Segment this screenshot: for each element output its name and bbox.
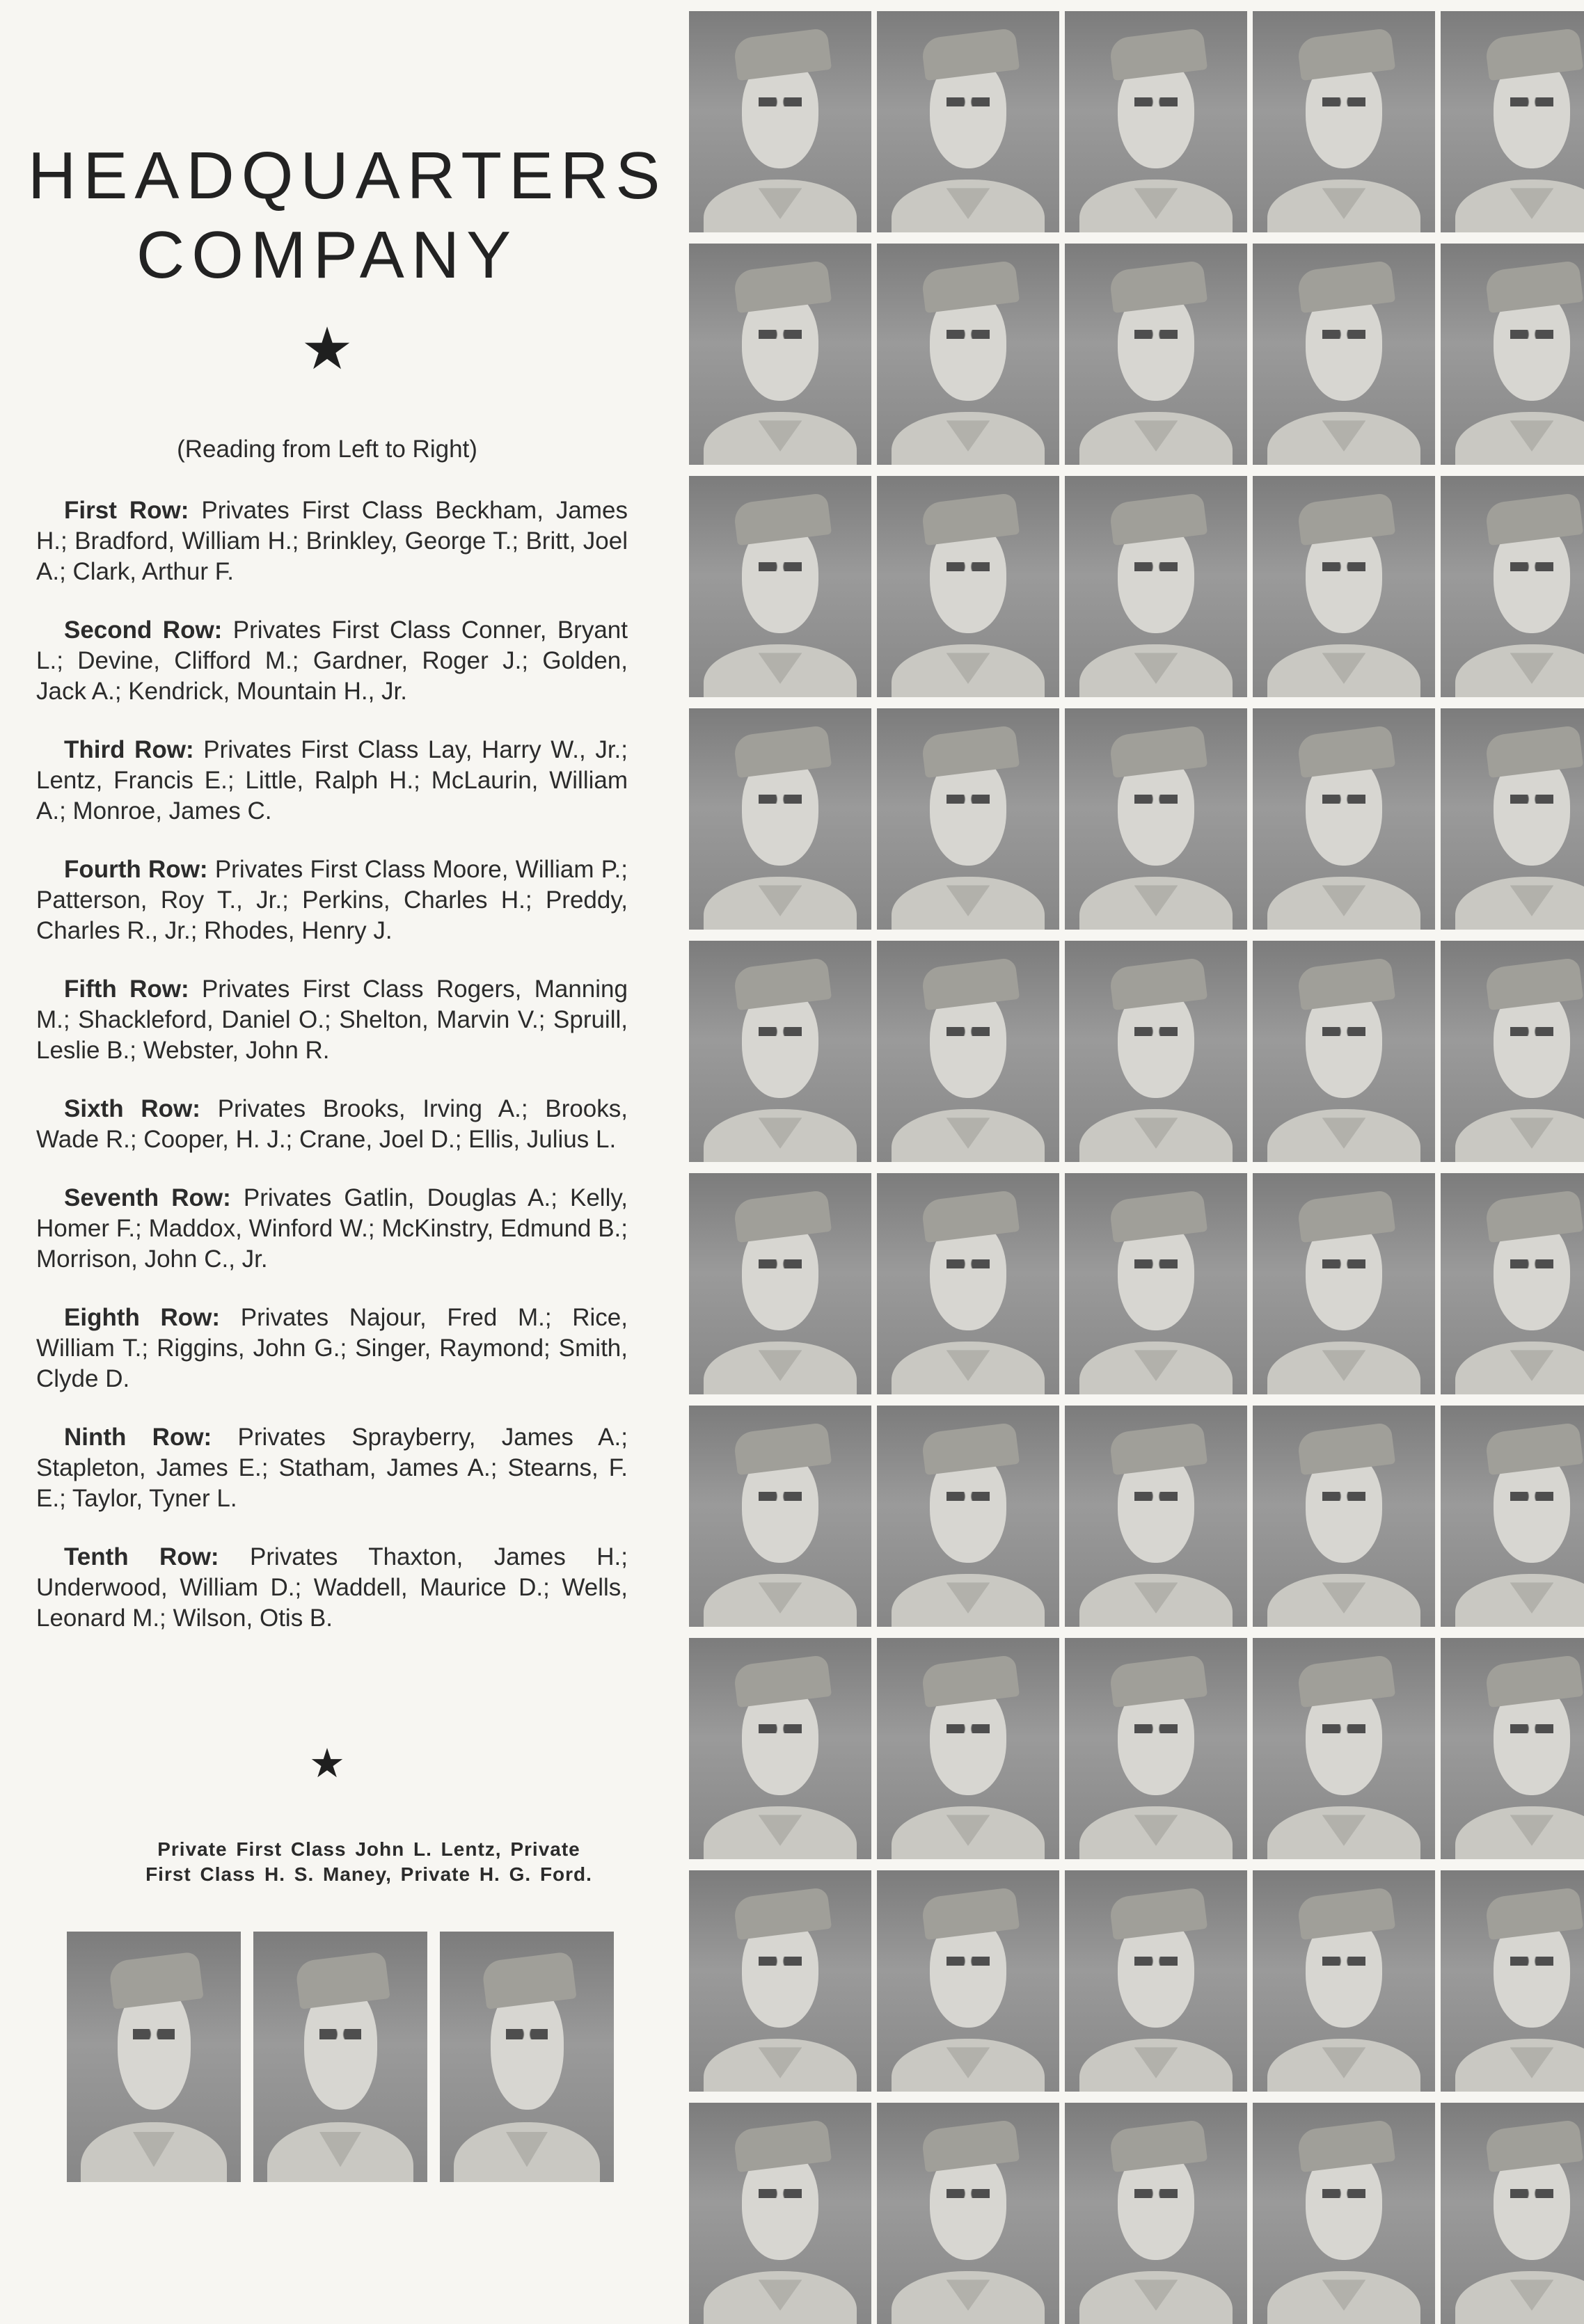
row-names: Privates Najour, Fred M.; Rice, William T.; Riggins, John G.; Singer, Raymond; Smith, Clyde D. [36, 1304, 628, 1392]
portrait-photo [689, 1638, 871, 1859]
portrait-photo [1065, 1870, 1247, 2092]
portrait-photo [689, 1173, 871, 1394]
reading-order-note: (Reading from Left to Right) [177, 436, 477, 463]
row-entry [36, 735, 628, 827]
portrait-photo [689, 1406, 871, 1627]
portrait-photo [1065, 11, 1247, 232]
row-names: Privates First Class Moore, William P.; Patterson, Roy T., Jr.; Perkins, Charles H.; Preddy, Charles R., Jr.; Rhodes, Henry J. [36, 856, 628, 944]
row-entry [36, 1094, 628, 1155]
portrait-photo [1065, 941, 1247, 1162]
portrait-photo [1065, 244, 1247, 465]
row-listing [36, 495, 628, 1662]
portrait-photo [1065, 476, 1247, 697]
portrait-photo [689, 11, 871, 232]
portrait-photo [1253, 708, 1435, 930]
row-names: Privates Gatlin, Douglas A.; Kelly, Homer F.; Maddox, Winford W.; McKinstry, Edmund B.; Morrison, John C., Jr. [36, 1184, 628, 1273]
star-icon: ★ [301, 315, 354, 383]
portrait-photo [1253, 476, 1435, 697]
portrait-photo [689, 941, 871, 1162]
portrait-photo [1253, 1638, 1435, 1859]
company-portrait-grid [689, 11, 1584, 2324]
portrait-photo [1253, 11, 1435, 232]
row-names: Privates Sprayberry, James A.; Stapleton, James E.; Statham, James A.; Stearns, F. E.; Taylor, Tyner L. [36, 1424, 628, 1512]
portrait-photo [877, 11, 1059, 232]
row-label: Fifth Row: [64, 976, 189, 1003]
row-entry [36, 854, 628, 946]
row-entry [36, 1183, 628, 1275]
portrait-photo [1441, 476, 1584, 697]
portrait-photo [1065, 2103, 1247, 2324]
portrait-photo [877, 1406, 1059, 1627]
row-label: Eighth Row: [64, 1304, 221, 1331]
portrait-photo [440, 1932, 614, 2182]
row-entry [36, 1542, 628, 1634]
row-label: Seventh Row: [64, 1184, 231, 1211]
portrait-photo [877, 708, 1059, 930]
row-entry [36, 495, 628, 587]
portrait-photo [1441, 941, 1584, 1162]
portrait-photo [877, 244, 1059, 465]
portrait-photo [877, 1638, 1059, 1859]
portrait-photo [253, 1932, 427, 2182]
portrait-photo [1065, 1173, 1247, 1394]
portrait-photo [1441, 1638, 1584, 1859]
portrait-photo [689, 476, 871, 697]
row-entry [36, 974, 628, 1066]
portrait-photo [877, 941, 1059, 1162]
portrait-photo [1065, 1638, 1247, 1859]
portrait-photo [689, 708, 871, 930]
portrait-photo [1253, 1870, 1435, 2092]
portrait-photo [1441, 708, 1584, 930]
portrait-photo [689, 1870, 871, 2092]
row-names: Privates First Class Beckham, James H.; Bradford, William H.; Brinkley, George T.; Britt, Joel A.; Clark, Arthur F. [36, 497, 628, 585]
row-label: Third Row: [64, 736, 194, 763]
row-names: Privates First Class Lay, Harry W., Jr.; Lentz, Francis E.; Little, Ralph H.; McLaurin, William A.; Monroe, James C. [36, 736, 628, 825]
page-title [28, 136, 667, 295]
portrait-photo [1253, 1406, 1435, 1627]
caption-portraits [67, 1932, 614, 2182]
portrait-photo [1441, 244, 1584, 465]
row-entry [36, 1422, 628, 1514]
row-label: Tenth Row: [64, 1543, 219, 1570]
portrait-photo [1441, 1870, 1584, 2092]
portrait-photo [1253, 244, 1435, 465]
portrait-photo [1065, 708, 1247, 930]
star-divider-icon: ★ [309, 1740, 345, 1787]
row-label: Sixth Row: [64, 1095, 200, 1122]
row-label: Second Row: [64, 616, 223, 644]
page-title-line-2: COMPANY [136, 218, 518, 292]
row-names: Privates Brooks, Irving A.; Brooks, Wade R.; Cooper, H. J.; Crane, Joel D.; Ellis, Julius L. [36, 1095, 628, 1153]
portrait-photo [1253, 2103, 1435, 2324]
row-entry [36, 1303, 628, 1394]
page-title-line-1: HEADQUARTERS [28, 138, 667, 213]
row-names: Privates First Class Conner, Bryant L.; Devine, Clifford M.; Gardner, Roger J.; Golden, Jack A.; Kendrick, Mountain H., Jr. [36, 616, 628, 705]
portrait-photo [877, 1870, 1059, 2092]
portrait-photo [1441, 11, 1584, 232]
portrait-photo [877, 476, 1059, 697]
row-names: Privates First Class Rogers, Manning M.; Shackleford, Daniel O.; Shelton, Marvin V.; Spruill, Leslie B.; Webster, John R. [36, 976, 628, 1064]
portrait-photo [877, 2103, 1059, 2324]
portrait-photo [1253, 941, 1435, 1162]
portrait-photo [1065, 1406, 1247, 1627]
portrait-photo [1441, 2103, 1584, 2324]
row-entry [36, 615, 628, 707]
row-label: Fourth Row: [64, 856, 208, 883]
row-label: First Row: [64, 497, 189, 524]
portrait-photo [877, 1173, 1059, 1394]
portrait-photo [689, 2103, 871, 2324]
portrait-photo [1441, 1173, 1584, 1394]
portrait-photo [1253, 1173, 1435, 1394]
row-label: Ninth Row: [64, 1424, 212, 1451]
portrait-photo [1441, 1406, 1584, 1627]
portrait-photo [67, 1932, 241, 2182]
row-names: Privates Thaxton, James H.; Underwood, William D.; Waddell, Maurice D.; Wells, Leonard M.; Wilson, Otis B. [36, 1543, 628, 1632]
portrait-photo [689, 244, 871, 465]
portrait-caption: Private First Class John L. Lentz, Private First Class H. S. Maney, Private H. G. Ford. [145, 1838, 592, 1885]
text-column [28, 0, 667, 2197]
